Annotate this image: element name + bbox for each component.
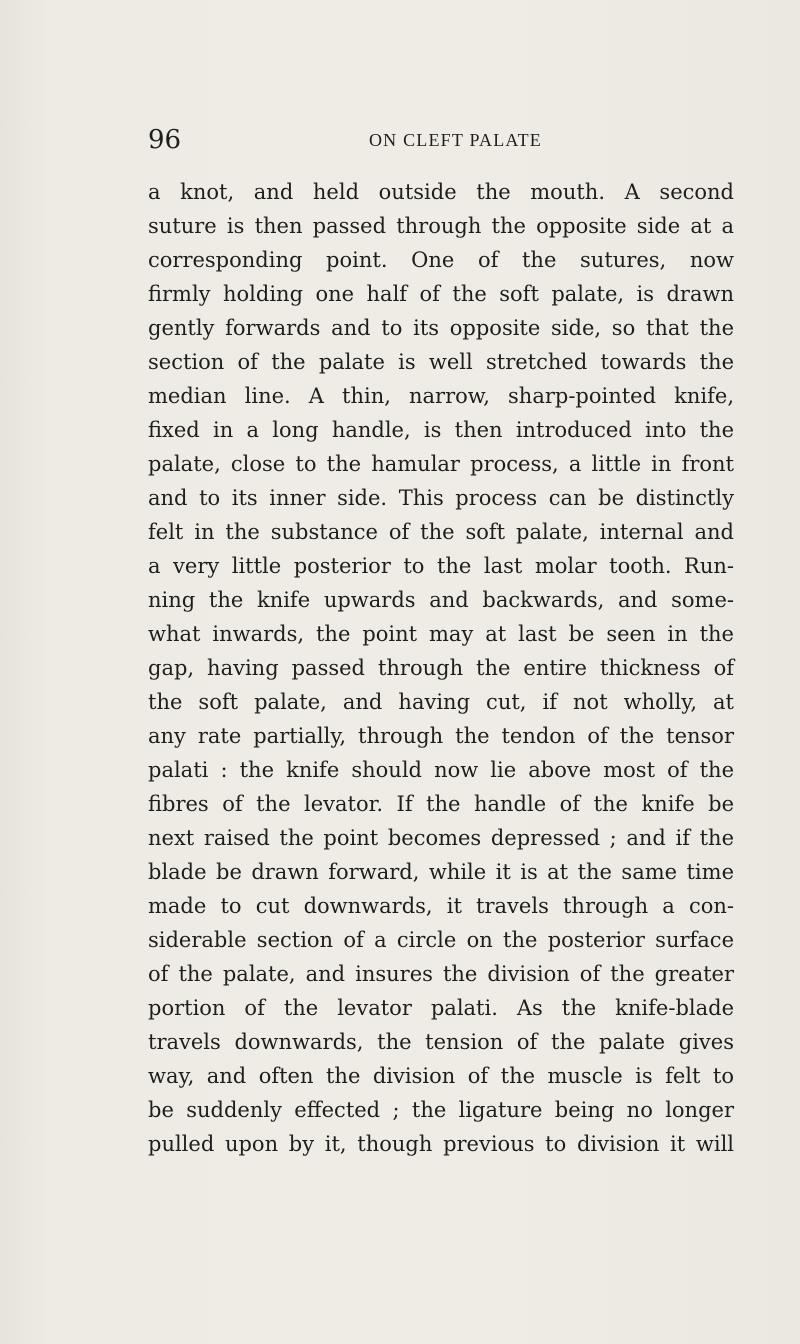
text-line: firmly holding one half of the soft palate, is drawn: [148, 282, 734, 306]
text-line: next raised the point becomes depressed ; and if the: [148, 826, 734, 850]
text-line: fixed in a long handle, is then introduced into the: [148, 418, 734, 442]
text-line: what inwards, the point may at last be seen in the: [148, 622, 734, 646]
body-paragraph: [148, 175, 734, 1161]
running-head: ON CLEFT PALATE: [368, 130, 543, 150]
text-line: ning the knife upwards and backwards, and some-: [148, 588, 734, 612]
text-line: suture is then passed through the opposite side at a: [148, 214, 734, 238]
text-line: gap, having passed through the entire thickness of: [148, 656, 734, 680]
text-line: gently forwards and to its opposite side, so that the: [148, 316, 734, 340]
text-line: be suddenly effected ; the ligature being no longer: [148, 1098, 734, 1122]
text-line: travels downwards, the tension of the palate gives: [148, 1030, 734, 1054]
text-line: a knot, and held outside the mouth. A second: [148, 180, 734, 204]
text-line: corresponding point. One of the sutures, now: [148, 248, 734, 272]
text-line: pulled upon by it, though previous to division it will: [148, 1132, 734, 1156]
text-line: way, and often the division of the muscle is felt to: [148, 1064, 734, 1088]
text-line: palate, close to the hamular process, a little in front: [148, 452, 734, 476]
text-line: siderable section of a circle on the posterior surface: [148, 928, 734, 952]
text-line: median line. A thin, narrow, sharp-pointed knife,: [148, 384, 734, 408]
text-line: of the palate, and insures the division of the greater: [148, 962, 734, 986]
text-line: portion of the levator palati. As the knife-blade: [148, 996, 734, 1020]
page-number: 96: [148, 125, 182, 155]
text-line: any rate partially, through the tendon of the tensor: [148, 724, 734, 748]
text-line: and to its inner side. This process can be distinctly: [148, 486, 734, 510]
text-line: palati : the knife should now lie above most of the: [148, 758, 734, 782]
text-line: section of the palate is well stretched towards the: [148, 350, 734, 374]
text-line: felt in the substance of the soft palate, internal and: [148, 520, 734, 544]
text-line: made to cut downwards, it travels through a con-: [148, 894, 734, 918]
text-line: a very little posterior to the last molar tooth. Run-: [148, 554, 734, 578]
text-line: blade be drawn forward, while it is at the same time: [148, 860, 734, 884]
text-line: the soft palate, and having cut, if not wholly, at: [148, 690, 734, 714]
text-line: fibres of the levator. If the handle of the knife be: [148, 792, 734, 816]
page-header: [148, 120, 733, 160]
